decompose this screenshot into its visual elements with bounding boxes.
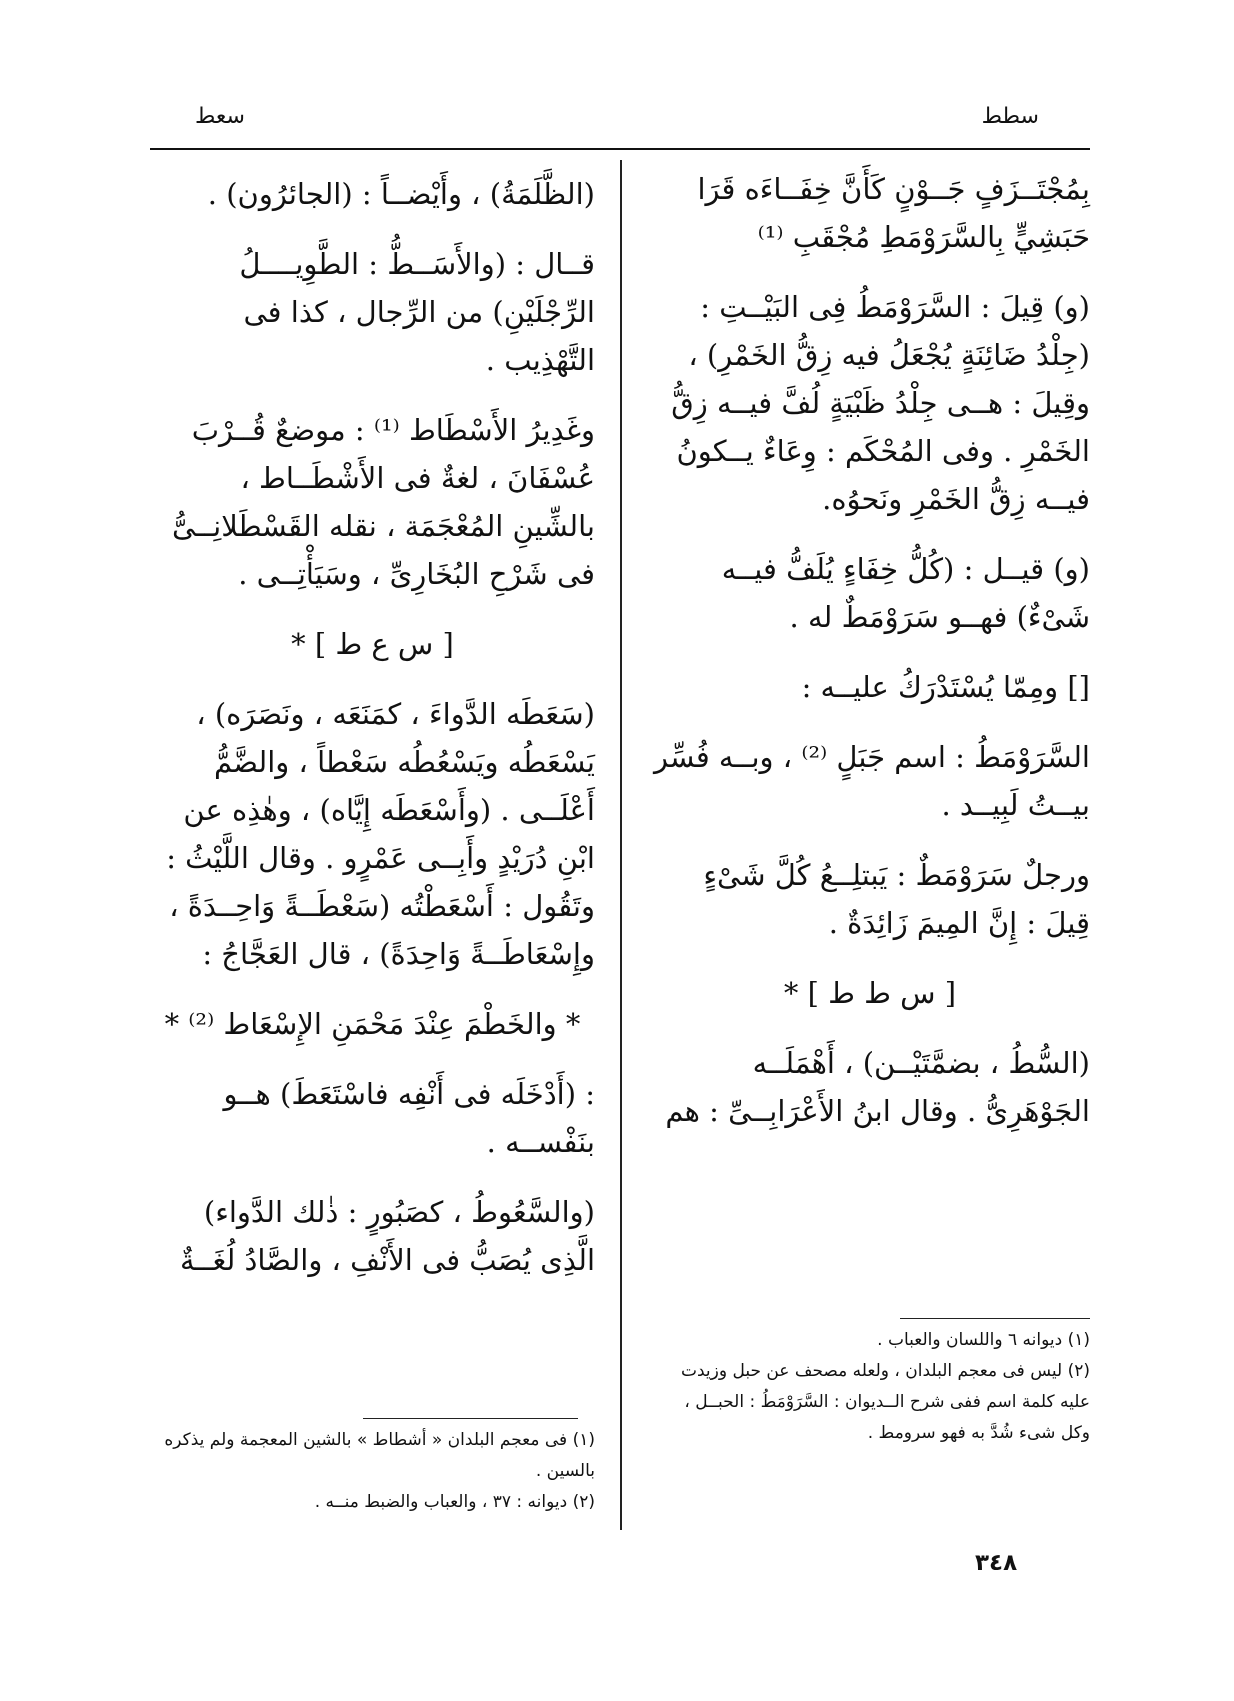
verse-quote: بِمُجْتَــزَفٍ جَــوْنٍ كَأَنَّ خِفَــاءَه قَرَا حَبَشِيٍّ بِالسَّرَوْمَطِ مُجْقَبِ ⁽¹⁾ bbox=[697, 172, 1090, 254]
entry-paragraph: (الظَّلَمَةُ) ، وأَيْضــاً : (الجائرُون) . bbox=[207, 177, 595, 211]
footnote-rule bbox=[900, 1318, 1090, 1319]
column-divider bbox=[620, 160, 622, 1530]
entry-paragraph: السَّرَوْمَطُ : اسم جَبَلٍ ⁽²⁾ ، وبــه فُسِّر بيــتُ لَبِيــد . bbox=[653, 740, 1090, 822]
footnote-rule bbox=[363, 1418, 578, 1419]
footnotes-left bbox=[150, 1425, 595, 1518]
entry-paragraph: (والسَّعُوطُ ، كصَبُورٍ : ذٰلك الدَّواء) الَّذِى يُصَبُّ فى الأَنْفِ ، والصَّادُ لُغَــةٌ bbox=[179, 1195, 595, 1277]
running-header-right: سطط bbox=[981, 104, 1039, 129]
footnote: (١) فى معجم البلدان « أشطاط » بالشين المعجمة ولم يذكره بالسين . bbox=[164, 1430, 595, 1481]
verse-quote: * والخَطْمَ عِنْدَ مَحْمَنِ الإِسْعَاط ⁽²⁾ * bbox=[164, 1007, 581, 1041]
page-number: ٣٤٨ bbox=[975, 1550, 1018, 1576]
entry-paragraph: قــال : (والأَسَــطُّ : الطَّوِيــــلُ الرِّجْلَيْنِ) من الرِّجال ، كذا فى التَّهْذِيب . bbox=[239, 247, 595, 377]
section-heading: [ س ع ط ] * bbox=[291, 627, 454, 661]
running-header-left: سعط bbox=[195, 104, 245, 129]
footnote: (٢) ليس فى معجم البلدان ، ولعله مصحف عن حبل وزيدت عليه كلمة اسم ففى شرح الــديوان : السَّرَوْمَطُ : الحبــل ، وكل شىء شُدَّ به فهو سرومط . bbox=[680, 1361, 1090, 1443]
footnote: (١) ديوانه ٦ واللسان والعباب . bbox=[877, 1330, 1090, 1350]
entry-paragraph: (و) قيــل : (كُلُّ خِفَاءٍ يُلَفُّ فيــه شَىْءٌ) فهــو سَرَوْمَطٌ له . bbox=[721, 552, 1090, 634]
entry-paragraph: (و) قِيلَ : السَّرَوْمَطُ فِى البَيْــتِ : (جِلْدُ ضَائِنَةٍ يُجْعَلُ فيه زِقُّ الخَمْرِ) ، وقِيلَ : هــى جِلْدُ ظَبْيَةٍ لُفَّ فيــه زِقُّ الخَمْرِ . وفى المُحْكَم : وِعَاءٌ يــكونُ فيــه زِقُّ الخَمْرِ ونَحوُه. bbox=[671, 290, 1090, 516]
entry-paragraph: (السُّطُ ، بضمَّتَيْــن) ، أَهْمَلَــه الجَوْهَرِىُّ . وقال ابنُ الأَعْرَابِــىِّ : هم bbox=[665, 1046, 1090, 1128]
footnotes-right bbox=[650, 1325, 1090, 1449]
entry-paragraph: ورجلٌ سَرَوْمَطٌ : يَبتلِــعُ كُلَّ شَىْءٍ قِيلَ : إِنَّ المِيمَ زَائِدَةٌ . bbox=[703, 858, 1090, 940]
header-rule bbox=[150, 148, 1090, 150]
addendum-line: [] ومِمّا يُسْتَدْرَكُ عليــه : bbox=[801, 670, 1090, 704]
entry-paragraph: : (أَدْخَلَه فى أَنْفِه فاسْتَعَطَ) هــو بنَفْســه . bbox=[223, 1077, 595, 1159]
footnote: (٢) ديوانه : ٣٧ ، والعباب والضبط منــه . bbox=[314, 1492, 595, 1512]
entry-paragraph: وغَدِيرُ الأَسْطَاط ⁽¹⁾ : موضعٌ قُــرْبَ عُسْفَانَ ، لغةٌ فى الأَشْطَــاط ، بالشِّينِ المُعْجَمَة ، نقله القَسْطَلانِــىُّ فى شَرْحِ البُخَارِىِّ ، وسَيَأْتِــى . bbox=[171, 413, 595, 591]
right-column bbox=[650, 165, 1090, 1157]
entry-paragraph: (سَعَطَه الدَّواءَ ، كمَنَعَه ، ونَصَرَه) ، يَسْعَطُه ويَسْعُطُه سَعْطاً ، والضَّمُّ أَعْلَــى . (وأَسْعَطَه إِيَّاه) ، وهٰذِه عن ابْنِ دُرَيْدٍ وأَبِــى عَمْرٍو . وقال اللَّيْثُ : وتَقُول : أَسْعَطْتُه (سَعْطَــةً وَاحِــدَةً ، وإِسْعَاطَــةً وَاحِدَةً) ، قال العَجَّاجُ : bbox=[166, 697, 595, 971]
left-column bbox=[150, 170, 595, 1306]
section-heading: [ س ط ط ] * bbox=[783, 976, 957, 1010]
